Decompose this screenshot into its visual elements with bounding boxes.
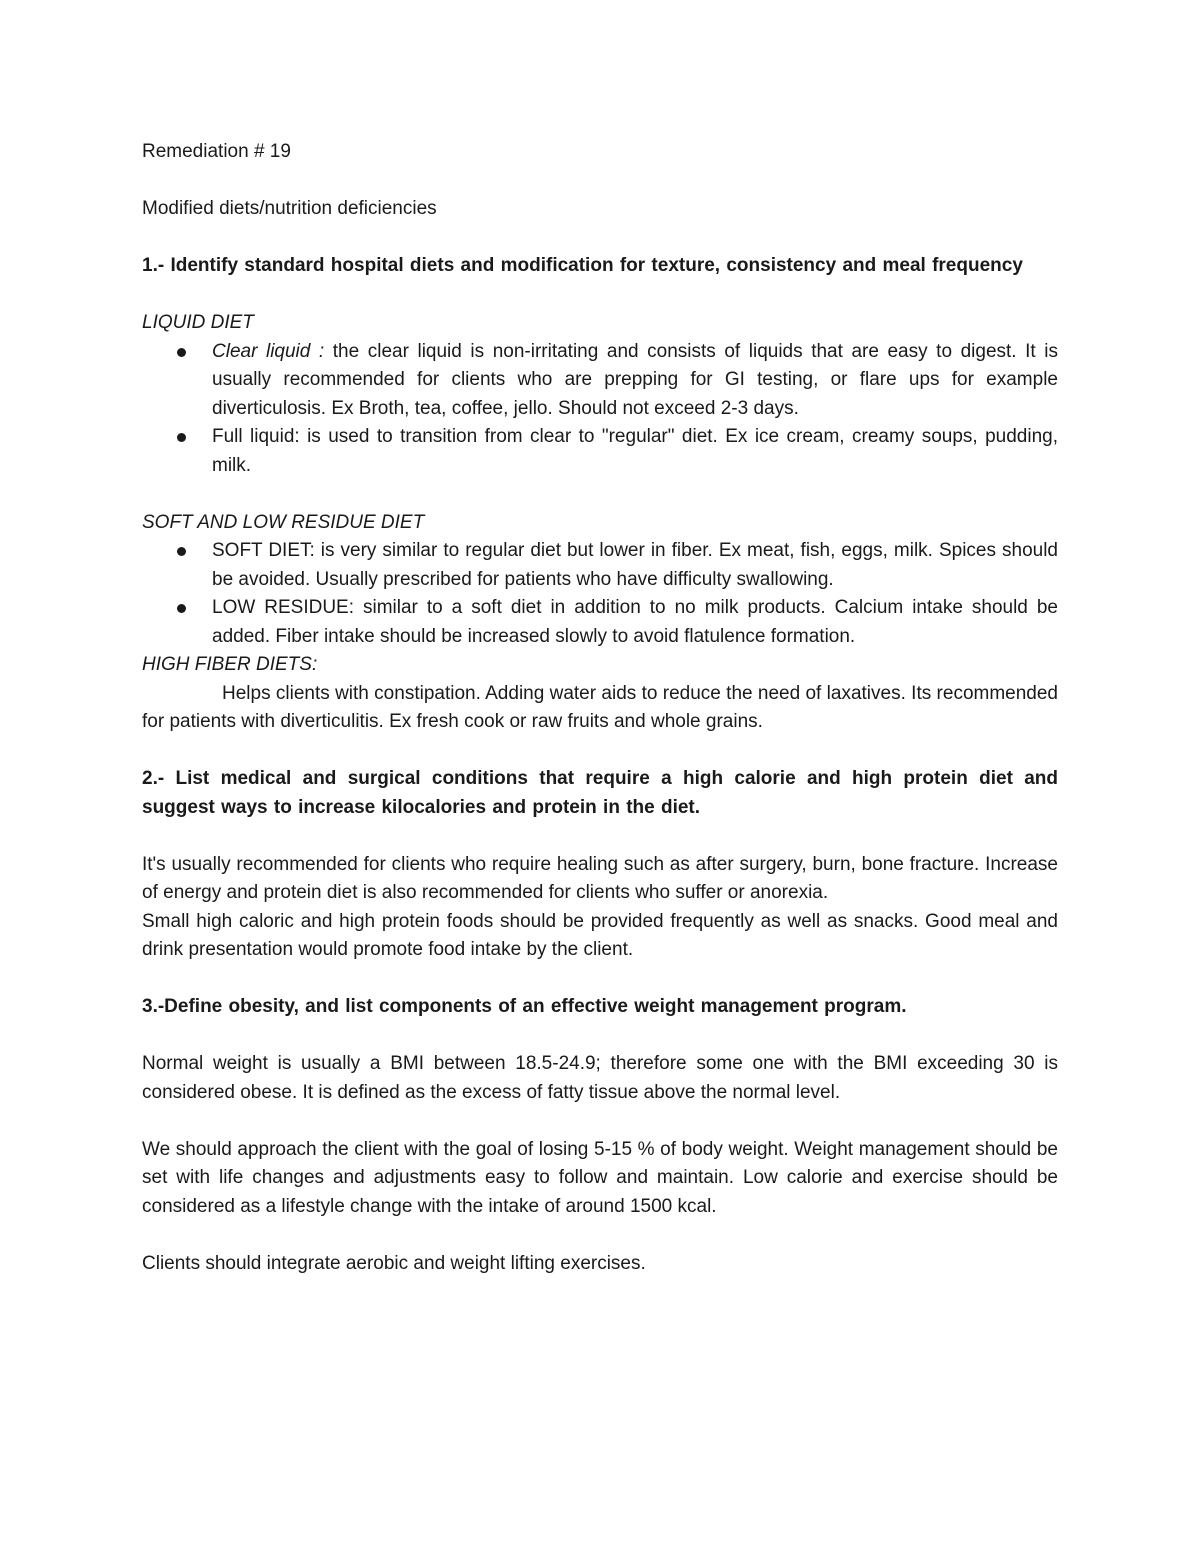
- soft-diet-label: SOFT AND LOW RESIDUE DIET: [142, 511, 425, 533]
- bullet-icon: [177, 547, 186, 556]
- list-item: [142, 423, 1058, 480]
- section2-paragraph2: Small high caloric and high protein foods should be provided frequently as well as snacks. Good meal and drink presentation would promote food intake by the client.: [142, 910, 1058, 960]
- section2-paragraph1: It's usually recommended for clients who require healing such as after surgery, burn, bone fracture. Increase of energy and protein diet is also recommended for clients who suffer or anorexia.: [142, 853, 1058, 903]
- full-liquid-text: Full liquid: is used to transition from clear to "regular" diet. Ex ice cream, creamy soups, pudding, milk.: [212, 426, 1058, 476]
- section3-heading: 3.-Define obesity, and list components of an effective weight management program.: [142, 996, 907, 1017]
- document-subtitle: Modified diets/nutrition deficiencies: [142, 198, 437, 219]
- soft-diet-text: SOFT DIET: is very similar to regular diet but lower in fiber. Ex meat, fish, eggs, milk. Spices should be avoided. Usually prescribed for patients who have difficulty swallowing.: [212, 540, 1058, 590]
- high-fiber-text: Helps clients with constipation. Adding water aids to reduce the need of laxatives. Its recommended for patients with diverticulitis. Ex fresh cook or raw fruits and whole grains.: [142, 682, 1058, 732]
- soft-diet-list: [142, 537, 1058, 651]
- clear-liquid-text: the clear liquid is non-irritating and consists of liquids that are easy to digest. It is usually recommended for clients who are prepping for GI testing, or flare ups for example diverticulosis. Ex Broth, tea, coffee, jello. Should not exceed 2-3 days.: [212, 340, 1058, 419]
- section2-heading: 2.- List medical and surgical conditions that require a high calorie and high protein diet and suggest ways to increase kilocalories and protein in the diet.: [142, 768, 1058, 818]
- bullet-icon: [177, 604, 186, 613]
- list-item: [142, 338, 1058, 424]
- liquid-diet-label: LIQUID DIET: [142, 312, 254, 333]
- liquid-diet-list: [142, 338, 1058, 481]
- section1-heading: 1.- Identify standard hospital diets and modification for texture, consistency and meal frequency: [142, 255, 1023, 276]
- section3-paragraph3: Clients should integrate aerobic and weight lifting exercises.: [142, 1252, 646, 1274]
- section3-paragraph2: We should approach the client with the goal of losing 5-15 % of body weight. Weight management should be set with life changes and adjustments easy to follow and maintain. Low calorie and exercise should be considered as a lifestyle change with the intake of around 1500 kcal.: [142, 1138, 1058, 1217]
- document-page: [142, 138, 1058, 1278]
- low-residue-text: LOW RESIDUE: similar to a soft diet in addition to no milk products. Calcium intake should be added. Fiber intake should be increased slowly to avoid flatulence formation.: [212, 597, 1058, 647]
- list-item: [142, 594, 1058, 651]
- clear-liquid-term: Clear liquid :: [212, 340, 325, 362]
- section3-paragraph1: Normal weight is usually a BMI between 18.5-24.9; therefore some one with the BMI exceeding 30 is considered obese. It is defined as the excess of fatty tissue above the normal level.: [142, 1053, 1058, 1103]
- list-item: [142, 537, 1058, 594]
- high-fiber-label: HIGH FIBER DIETS:: [142, 654, 318, 675]
- document-title: Remediation # 19: [142, 141, 291, 162]
- bullet-icon: [177, 348, 186, 357]
- bullet-icon: [177, 433, 186, 442]
